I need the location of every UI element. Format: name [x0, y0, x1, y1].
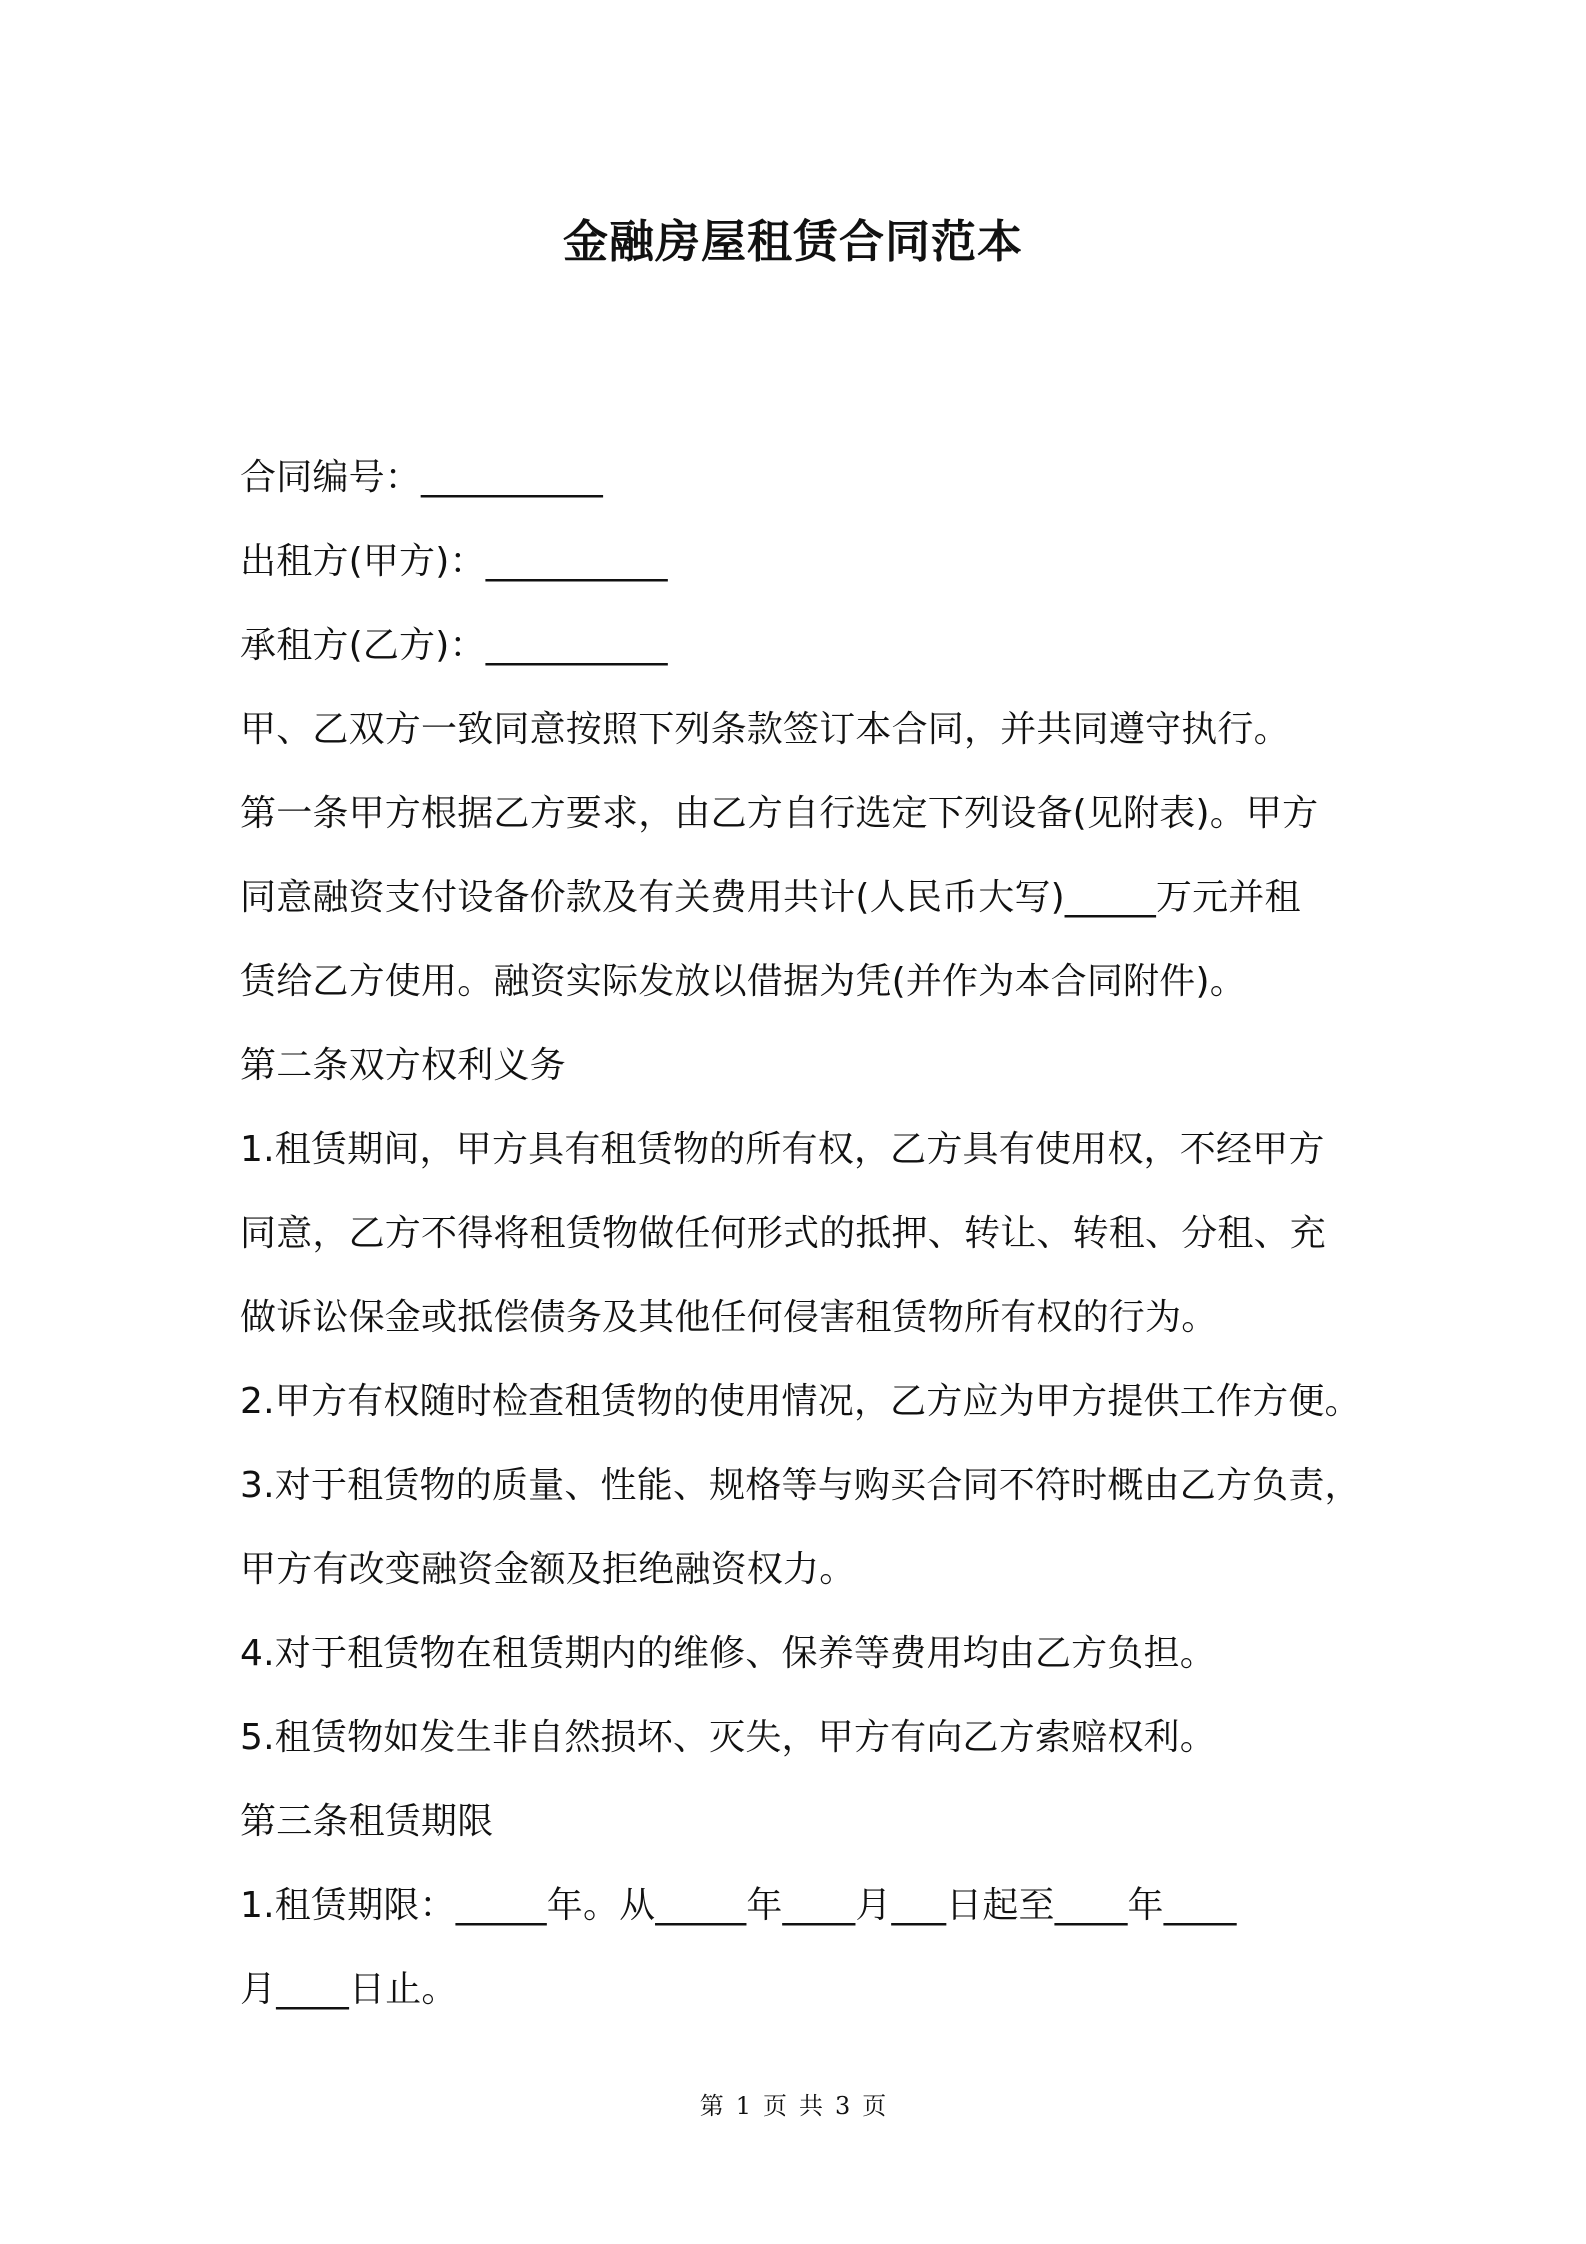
paragraph-line: 赁给乙方使用。融资实际发放以借据为凭(并作为本合同附件)。 — [240, 961, 1246, 1002]
paragraph-line: 同意，乙方不得将租赁物做任何形式的抵押、转让、转租、分租、充 — [240, 1213, 1327, 1254]
paragraph-line: 月____日止。 — [240, 1969, 458, 2010]
document-body — [240, 448, 1380, 2044]
contract-number-line: 合同编号：__________ — [240, 457, 604, 498]
paragraph-line: 4.对于租赁物在租赁期内的维修、保养等费用均由乙方负担。 — [240, 1633, 1216, 1674]
footer-current-page: 1 — [735, 2092, 751, 2120]
paragraph-line: 3.对于租赁物的质量、性能、规格等与购买合同不符时概由乙方负责， — [240, 1465, 1361, 1506]
paragraph-line: 做诉讼保金或抵偿债务及其他任何侵害租赁物所有权的行为。 — [240, 1297, 1218, 1338]
footer-di: 第 — [699, 2092, 724, 2120]
footer-ye2: 页 — [862, 2092, 887, 2120]
lessor-line: 出租方(甲方)：__________ — [240, 541, 668, 582]
paragraph-line: 2.甲方有权随时检查租赁物的使用情况，乙方应为甲方提供工作方便。 — [240, 1381, 1361, 1422]
paragraph-line: 同意融资支付设备价款及有关费用共计(人民币大写)_____万元并租 — [240, 877, 1301, 918]
paragraph-line: 甲、乙双方一致同意按照下列条款签订本合同，并共同遵守执行。 — [240, 709, 1290, 750]
paragraph-line: 5.租赁物如发生非自然损坏、灭失，甲方有向乙方索赔权利。 — [240, 1717, 1216, 1758]
page-footer — [0, 2088, 1586, 2124]
footer-total-pages: 3 — [835, 2092, 851, 2120]
paragraph-line: 甲方有改变融资金额及拒绝融资权力。 — [240, 1549, 856, 1590]
footer-gong: 共 — [799, 2092, 823, 2120]
paragraph-line: 第一条甲方根据乙方要求，由乙方自行选定下列设备(见附表)。甲方 — [240, 793, 1319, 834]
footer-ye: 页 — [763, 2092, 787, 2120]
paragraph-line: 1.租赁期限：_____年。从_____年____月___日起至____年____ — [240, 1885, 1237, 1926]
section-heading: 第二条双方权利义务 — [240, 1045, 566, 1086]
paragraph-line: 1.租赁期间，甲方具有租赁物的所有权，乙方具有使用权，不经甲方 — [240, 1129, 1325, 1170]
document-title: 金融房屋租赁合同范本 — [562, 215, 1023, 268]
lessee-line: 承租方(乙方)：__________ — [240, 625, 668, 666]
section-heading: 第三条租赁期限 — [240, 1801, 494, 1842]
